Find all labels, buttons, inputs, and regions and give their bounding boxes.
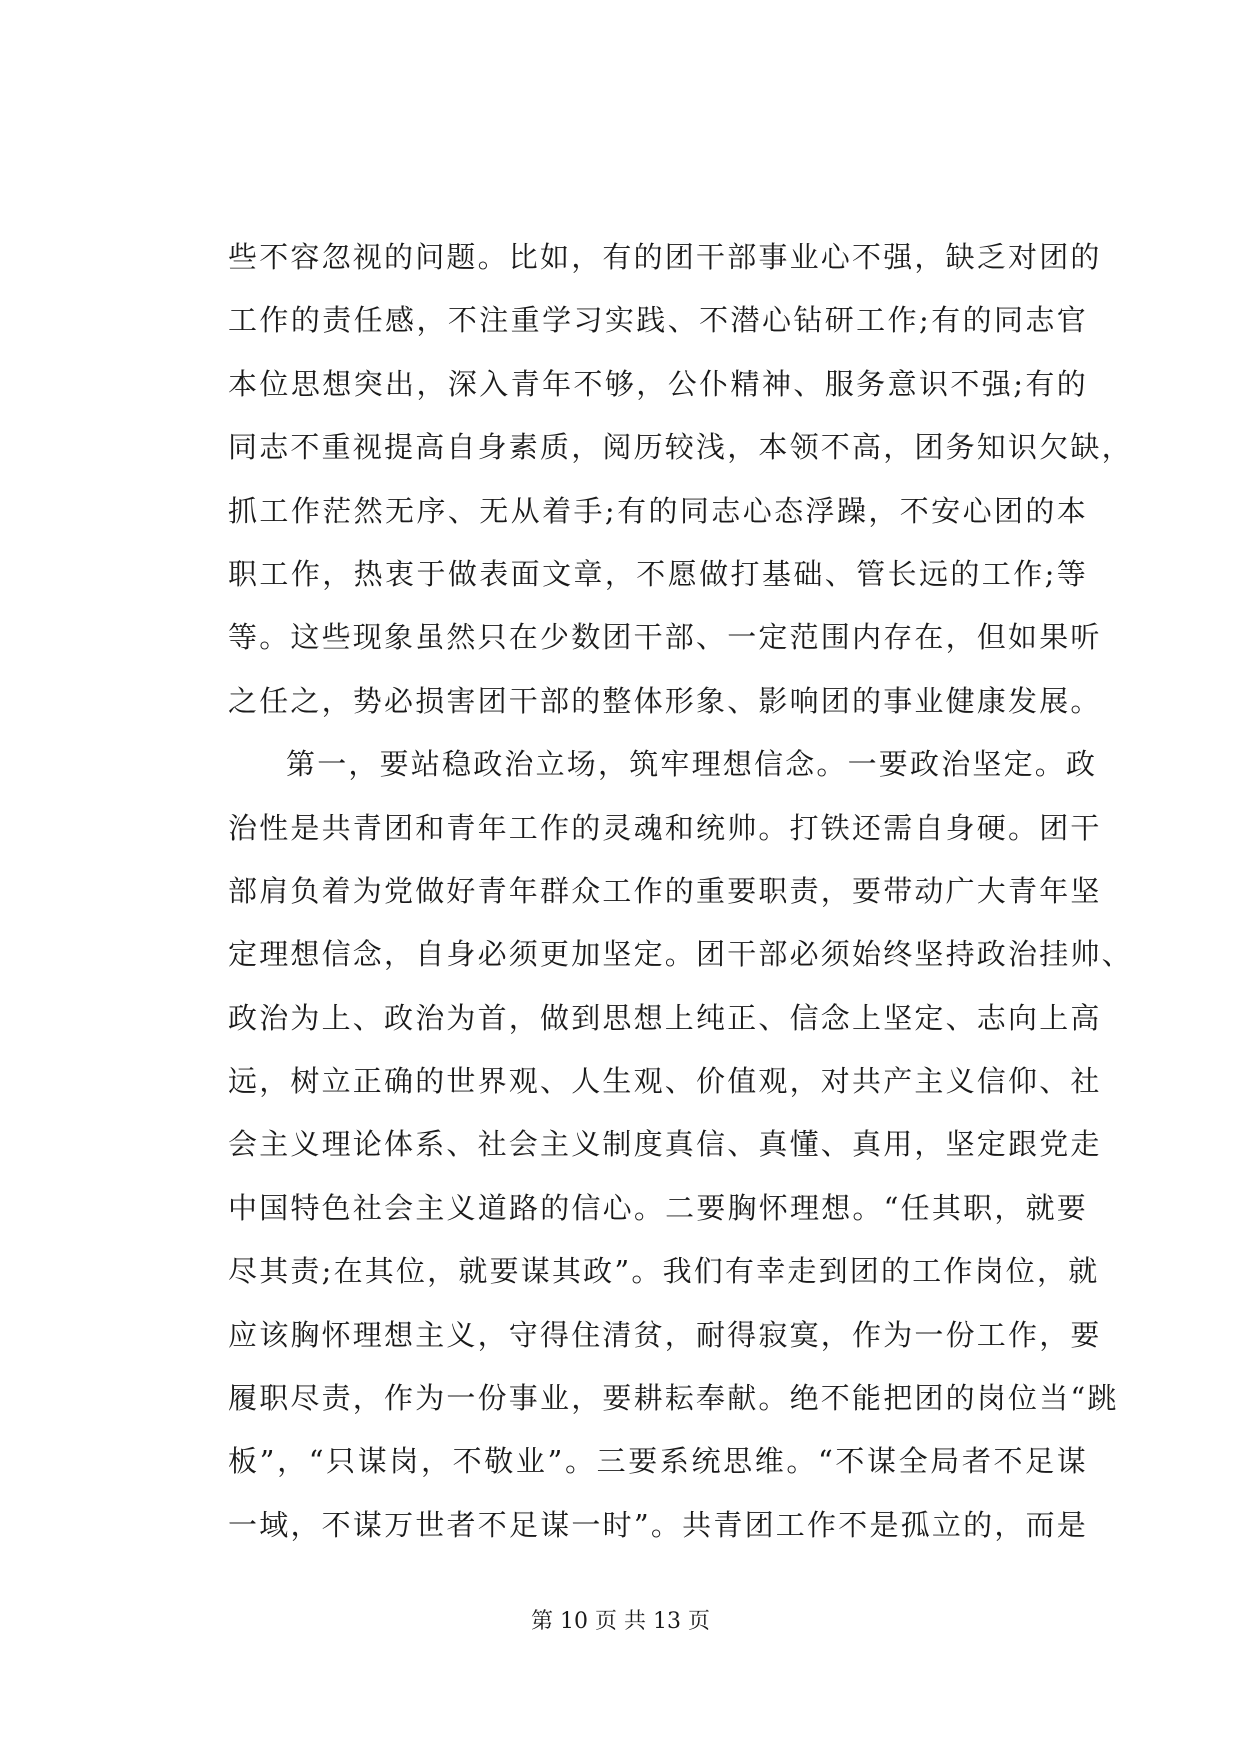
- text-line: 政治为上、政治为首，做到思想上纯正、信念上坚定、志向上高: [228, 1000, 1102, 1035]
- text-line: 等。这些现象虽然只在少数团干部、一定范围内存在，但如果听: [228, 620, 1102, 655]
- text-line: 中国特色社会主义道路的信心。二要胸怀理想。“任其职，就要: [228, 1190, 1088, 1225]
- text-line: 些不容忽视的问题。比如，有的团干部事业心不强，缺乏对团的: [228, 240, 1102, 274]
- paragraph-first-line: 第一，要站稳政治立场，筑牢理想信念。一要政治坚定。政: [286, 747, 1098, 782]
- text-line: 治性是共青团和青年工作的灵魂和统帅。打铁还需自身硬。团干: [228, 810, 1102, 845]
- text-line: 定理想信念，自身必须更加坚定。团干部必须始终坚持政治挂帅、: [228, 937, 1133, 972]
- text-line: 部肩负着为党做好青年群众工作的重要职责，要带动广大青年坚: [228, 873, 1102, 908]
- text-line: 板”，“只谋岗，不敬业”。三要系统思维。“不谋全局者不足谋: [228, 1444, 1088, 1479]
- page-footer: 第 10 页 共 13 页: [531, 1609, 710, 1634]
- text-line: 之任之，势必损害团干部的整体形象、影响团的事业健康发展。: [228, 683, 1102, 718]
- text-line: 工作的责任感，不注重学习实践、不潜心钻研工作;有的同志官: [228, 303, 1088, 338]
- text-line: 远，树立正确的世界观、人生观、价值观，对共产主义信仰、社: [228, 1064, 1102, 1099]
- text-line: 抓工作茫然无序、无从着手;有的同志心态浮躁，不安心团的本: [228, 493, 1088, 528]
- text-line: 会主义理论体系、社会主义制度真信、真懂、真用，坚定跟党走: [228, 1127, 1102, 1162]
- text-line: 应该胸怀理想主义，守得住清贫，耐得寂寞，作为一份工作，要: [228, 1317, 1102, 1352]
- document-body: [228, 226, 1133, 1557]
- text-line: 本位思想突出，深入青年不够，公仆精神、服务意识不强;有的: [228, 366, 1088, 401]
- text-line: 履职尽责，作为一份事业，要耕耘奉献。绝不能把团的岗位当“跳: [228, 1381, 1119, 1416]
- text-line: 尽其责;在其位，就要谋其政”。我们有幸走到团的工作岗位，就: [228, 1254, 1100, 1289]
- text-line: 职工作，热衷于做表面文章，不愿做打基础、管长远的工作;等: [228, 556, 1088, 591]
- text-line: 一域，不谋万世者不足谋一时”。共青团工作不是孤立的，而是: [228, 1507, 1088, 1542]
- text-line: 同志不重视提高自身素质，阅历较浅，本领不高，团务知识欠缺，: [228, 430, 1133, 465]
